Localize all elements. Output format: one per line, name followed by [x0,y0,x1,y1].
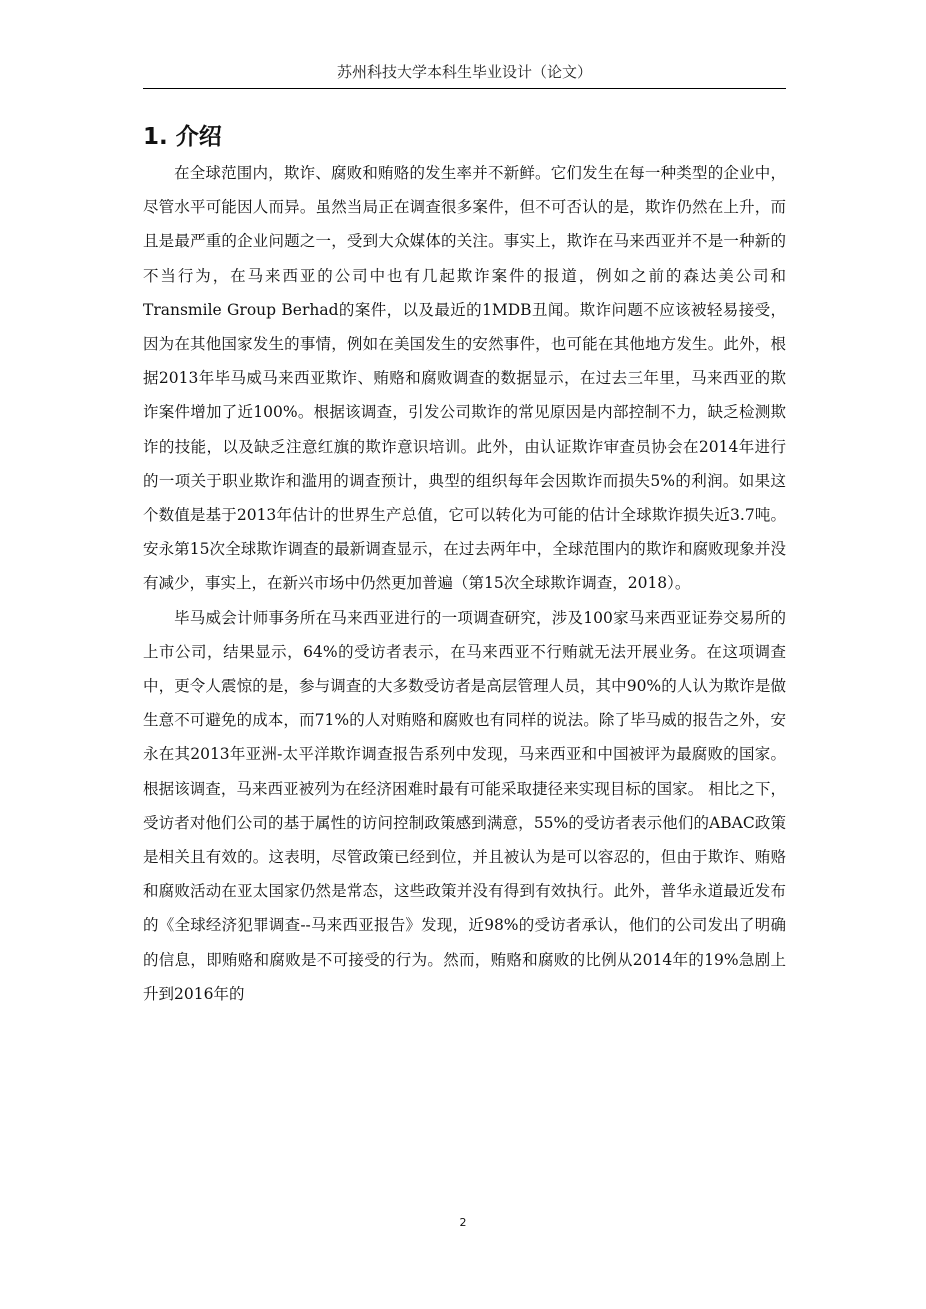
section-title: 1. 介绍 [143,124,222,150]
body-text [143,156,786,1011]
paragraph-2: 毕马威会计师事务所在马来西亚进行的一项调查研究，涉及100家马来西亚证券交易所的上市公司，结果显示，64%的受访者表示，在马来西亚不行贿就无法开展业务。在这项调查中，更令人震惊的是，参与调查的大多数受访者是高层管理人员，其中90%的人认为欺诈是做生意不可避免的成本，而71%的人对贿赂和腐败也有同样的说法。除了毕马威的报告之外，安永在其2013年亚洲-太平洋欺诈调查报告系列中发现，马来西亚和中国被评为最腐败的国家。根据该调查，马来西亚被列为在经济困难时最有可能采取捷径来实现目标的国家。 相比之下，受访者对他们公司的基于属性的访问控制政策感到满意，55%的受访者表示他们的ABAC政策是相关且有效的。这表明，尽管政策已经到位，并且被认为是可以容忍的，但由于欺诈、贿赂和腐败活动在亚太国家仍然是常态，这些政策并没有得到有效执行。此外，普华永道最近发布的《全球经济犯罪调查--马来西亚报告》发现，近98%的受访者承认，他们的公司发出了明确的信息，即贿赂和腐败是不可接受的行为。然而，贿赂和腐败的比例从2014年的19%急剧上升到2016年的 [143,608,786,1003]
page-header: 苏州科技大学本科生毕业设计（论文） [143,58,786,89]
paragraph-1: 在全球范围内，欺诈、腐败和贿赂的发生率并不新鲜。它们发生在每一种类型的企业中，尽管水平可能因人而异。虽然当局正在调查很多案件，但不可否认的是，欺诈仍然在上升，而且是最严重的企业问题之一，受到大众媒体的关注。事实上，欺诈在马来西亚并不是一种新的不当行为，在马来西亚的公司中也有几起欺诈案件的报道，例如之前的森达美公司和Transmile Group Berhad的案件，以及最近的1MDB丑闻。欺诈问题不应该被轻易接受，因为在其他国家发生的事情，例如在美国发生的安然事件，也可能在其他地方发生。此外，根据2013年毕马威马来西亚欺诈、贿赂和腐败调查的数据显示，在过去三年里，马来西亚的欺诈案件增加了近100%。根据该调查，引发公司欺诈的常见原因是内部控制不力，缺乏检测欺诈的技能，以及缺乏注意红旗的欺诈意识培训。此外，由认证欺诈审查员协会在2014年进行的一项关于职业欺诈和滥用的调查预计，典型的组织每年会因欺诈而损失5%的利润。如果这个数值是基于2013年估计的世界生产总值，它可以转化为可能的估计全球欺诈损失近3.7吨。安永第15次全球欺诈调查的最新调查显示，在过去两年中，全球范围内的欺诈和腐败现象并没有减少，事实上，在新兴市场中仍然更加普遍（第15次全球欺诈调查，2018）。 [143,164,786,593]
page-number: 2 [459,1216,467,1229]
